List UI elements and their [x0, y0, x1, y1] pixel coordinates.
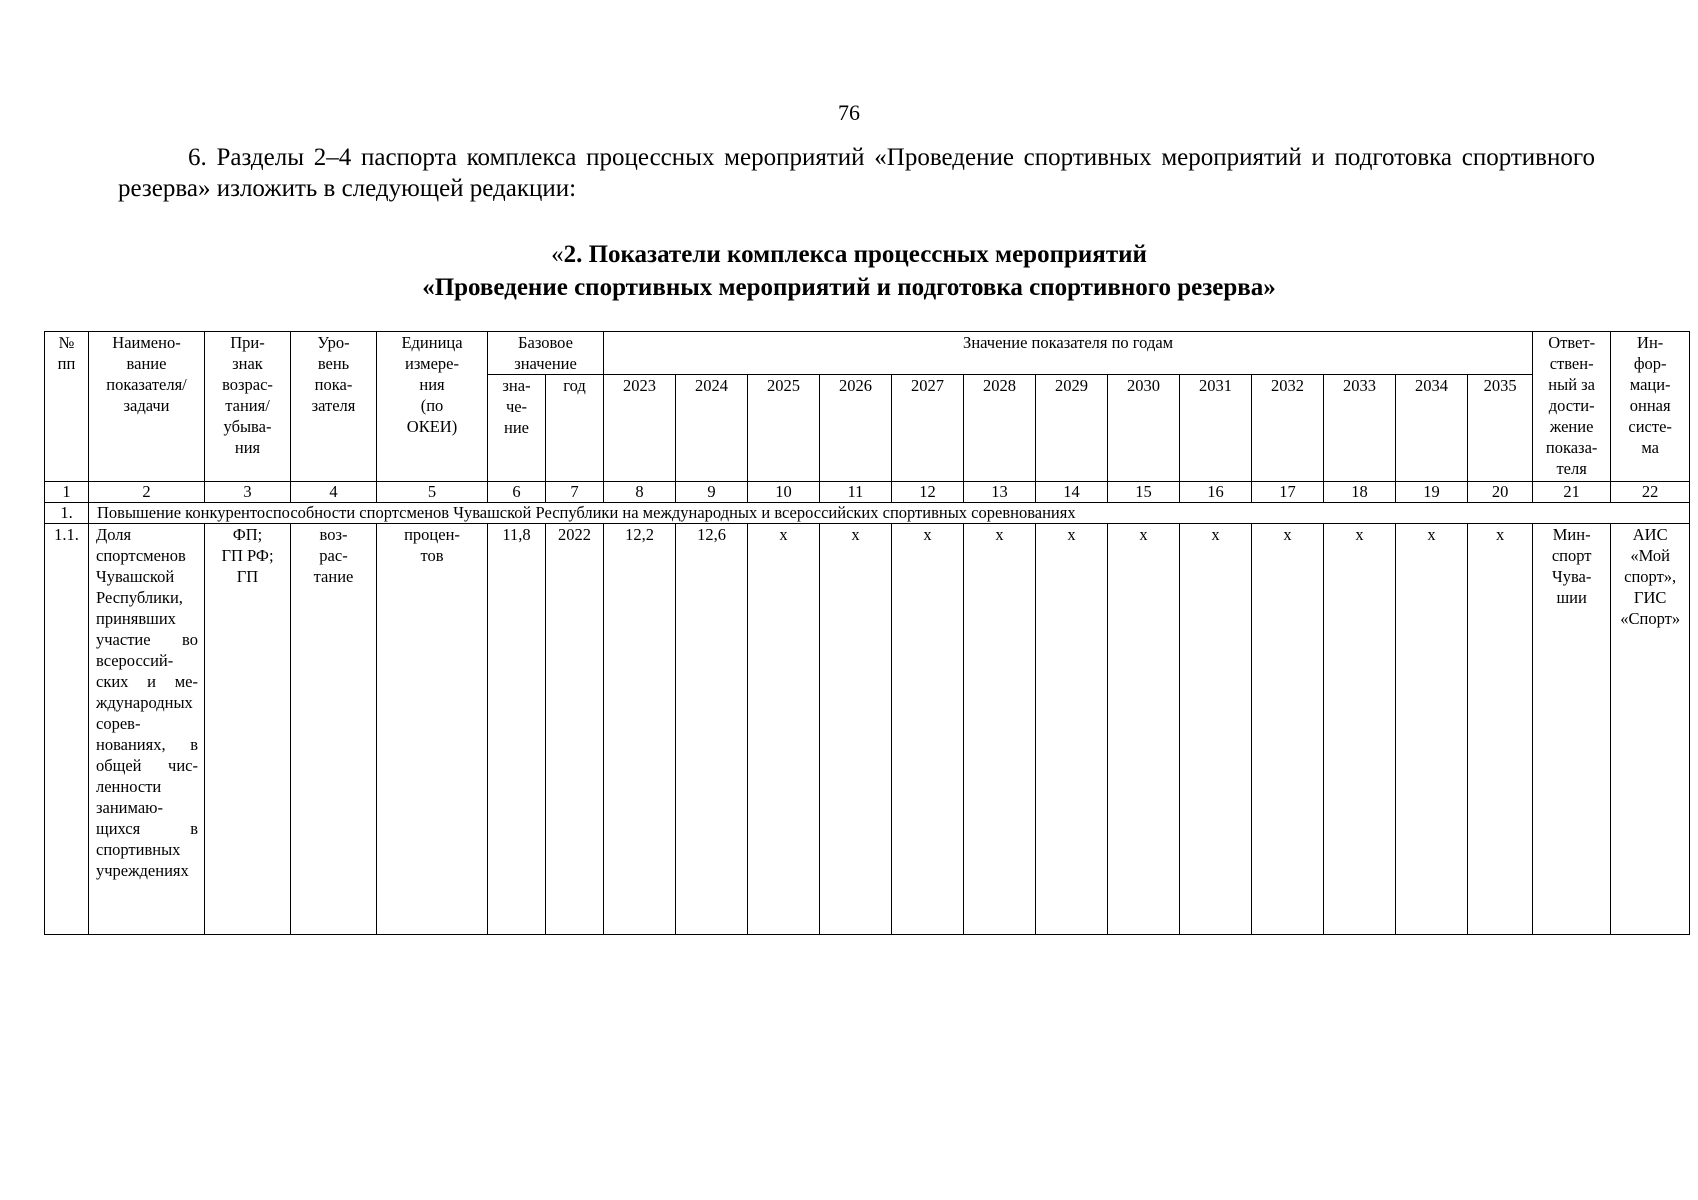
header-year: 2023: [604, 375, 676, 482]
header-year: 2033: [1324, 375, 1396, 482]
row-unit: процен- тов: [377, 524, 488, 935]
row-year-value: х: [1324, 524, 1396, 935]
row-year-value: 12,6: [676, 524, 748, 935]
column-number: 17: [1252, 482, 1324, 503]
header-year: 2027: [892, 375, 964, 482]
page-number: 76: [838, 100, 860, 125]
row-year-value: х: [820, 524, 892, 935]
column-number: 8: [604, 482, 676, 503]
header-year: 2024: [676, 375, 748, 482]
column-number: 21: [1533, 482, 1611, 503]
column-number: 15: [1108, 482, 1180, 503]
column-number: 18: [1324, 482, 1396, 503]
column-number: 3: [205, 482, 291, 503]
section-text: Повышение конкурентоспособности спортсменов Чувашской Республики на международных и всероссийских спортивных соревнованиях: [89, 503, 1690, 524]
row-year-value: х: [964, 524, 1036, 935]
header-year: 2029: [1036, 375, 1108, 482]
row-num: 1.1.: [45, 524, 89, 935]
column-number: 4: [291, 482, 377, 503]
column-numbers-row: [45, 482, 1690, 503]
section-title: [0, 238, 1698, 304]
column-number: 12: [892, 482, 964, 503]
header-year: 2035: [1468, 375, 1533, 482]
header-base-year: год: [546, 375, 604, 482]
row-year-value: х: [1468, 524, 1533, 935]
header-year: 2034: [1396, 375, 1468, 482]
header-year: 2032: [1252, 375, 1324, 482]
column-number: 22: [1611, 482, 1690, 503]
column-number: 16: [1180, 482, 1252, 503]
column-number: 13: [964, 482, 1036, 503]
header-year: 2030: [1108, 375, 1180, 482]
header-name: Наимено- вание показателя/ задачи: [89, 332, 205, 482]
column-number: 9: [676, 482, 748, 503]
row-year-value: х: [892, 524, 964, 935]
header-base: Базовое значение: [488, 332, 604, 375]
header-row-top: [45, 332, 1690, 375]
header-year: 2031: [1180, 375, 1252, 482]
column-number: 6: [488, 482, 546, 503]
row-year-value: х: [1036, 524, 1108, 935]
row-year-value: 12,2: [604, 524, 676, 935]
section-row: [45, 503, 1690, 524]
section-title-line2: «Проведение спортивных мероприятий и подготовка спортивного резерва»: [422, 274, 1276, 301]
column-number: 11: [820, 482, 892, 503]
column-number: 14: [1036, 482, 1108, 503]
row-year-value: х: [748, 524, 820, 935]
header-year: 2028: [964, 375, 1036, 482]
row-year-value: х: [1108, 524, 1180, 935]
column-number: 20: [1468, 482, 1533, 503]
header-year: 2025: [748, 375, 820, 482]
row-info-system: АИС «Мой спорт», ГИС «Спорт»: [1611, 524, 1690, 935]
row-indicator-name: Доля спортсменов Чувашской Республики, принявших участие во всероссийских и международных соревнованиях, в общей численности занимающихся в спортивных учреждениях: [89, 524, 205, 935]
section-title-line1: «2. Показатели комплекса процессных мероприятий: [551, 241, 1147, 268]
intro-paragraph: 6. Разделы 2–4 паспорта комплекса процессных мероприятий «Проведение спортивных мероприятий и подготовка спортивного резерва» изложить в следующей редакции:: [118, 144, 1595, 202]
header-year: 2026: [820, 375, 892, 482]
column-number: 5: [377, 482, 488, 503]
header-sign: При- знак возрас- тания/ убыва- ния: [205, 332, 291, 482]
header-num: № пп: [45, 332, 89, 482]
header-level: Уро- вень пока- зателя: [291, 332, 377, 482]
row-year-value: х: [1396, 524, 1468, 935]
row-year-value: х: [1252, 524, 1324, 935]
column-number: 1: [45, 482, 89, 503]
header-base-value: зна- че- ние: [488, 375, 546, 482]
section-num: 1.: [45, 503, 89, 524]
column-number: 10: [748, 482, 820, 503]
row-level: воз- рас- тание: [291, 524, 377, 935]
row-base-value: 11,8: [488, 524, 546, 935]
row-year-value: х: [1180, 524, 1252, 935]
table-row: [45, 524, 1690, 935]
row-base-year: 2022: [546, 524, 604, 935]
column-number: 7: [546, 482, 604, 503]
indicators-table: [44, 331, 1690, 935]
header-unit: Единица измере- ния (по ОКЕИ): [377, 332, 488, 482]
header-info-system: Ин- фор- маци- онная систе- ма: [1611, 332, 1690, 482]
column-number: 2: [89, 482, 205, 503]
row-sign: ФП; ГП РФ; ГП: [205, 524, 291, 935]
header-years-group: Значение показателя по годам: [604, 332, 1533, 375]
column-number: 19: [1396, 482, 1468, 503]
row-responsible: Мин- спорт Чува- шии: [1533, 524, 1611, 935]
header-responsible: Ответ- ствен- ный за дости- жение показа- теля: [1533, 332, 1611, 482]
